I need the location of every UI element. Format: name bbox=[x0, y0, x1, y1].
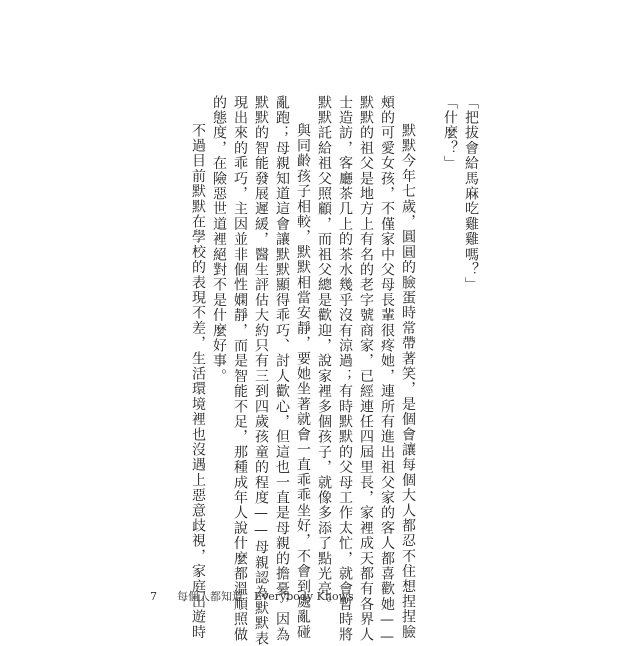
text-column: 默默的祖父是地方上有名的老字號商家，已經連任四屆里長，家裡成天都有各界人 bbox=[358, 95, 374, 643]
text-column: 現出來的乖巧，主因並非個性嫻靜，而是智能不足，那種成年人說什麼都溫順照做 bbox=[232, 95, 248, 643]
text-column: 不過目前默默在學校的表現不差，生活環境裡也沒遇上惡意歧視，家庭出遊時 bbox=[190, 123, 206, 640]
text-column: 默默託給祖父照顧，而祖父總是歡迎，說家裡多個孩子，就像多添了點光亮。 bbox=[316, 95, 332, 612]
text-column: 的態度，在險惡世道裡絕對不是什麼好事。 bbox=[211, 95, 227, 384]
text-column: 士造訪，客廳茶几上的茶水幾乎沒有涼過；有時默默的父母工作太忙，就會暫時將 bbox=[337, 95, 353, 643]
text-column: 默默今年七歲，圓圓的臉蛋時常帶著笑，是個會讓每個大人都忍不住想捏捏臉 bbox=[400, 123, 416, 640]
text-column: 默默的智能發展遲緩，醫生評估大約只有三到四歲孩童的程度——母親認為默默表 bbox=[253, 95, 269, 646]
text-column: 「把拔會給馬麻吃雞雞嗎？」 bbox=[463, 95, 479, 293]
page-number: 7 bbox=[150, 590, 157, 603]
text-column: 頰的可愛女孩，不僅家中父母長輩很疼她，連所有進出祖父家的客人都喜歡她—— bbox=[379, 95, 395, 646]
text-column: 與同齡孩子相較，默默相當安靜，要她坐著就會一直乖乖坐好，不會到處亂碰 bbox=[295, 123, 311, 640]
page-footer bbox=[150, 588, 354, 604]
text-column: 亂跑；母親知道這會讓默默顯得乖巧、討人歡心，但這也一直是母親的擔憂，因為 bbox=[274, 95, 290, 643]
text-column: 「什麼？」 bbox=[442, 95, 458, 171]
book-title: 每個人都知道 Everybody Knows bbox=[177, 590, 354, 603]
